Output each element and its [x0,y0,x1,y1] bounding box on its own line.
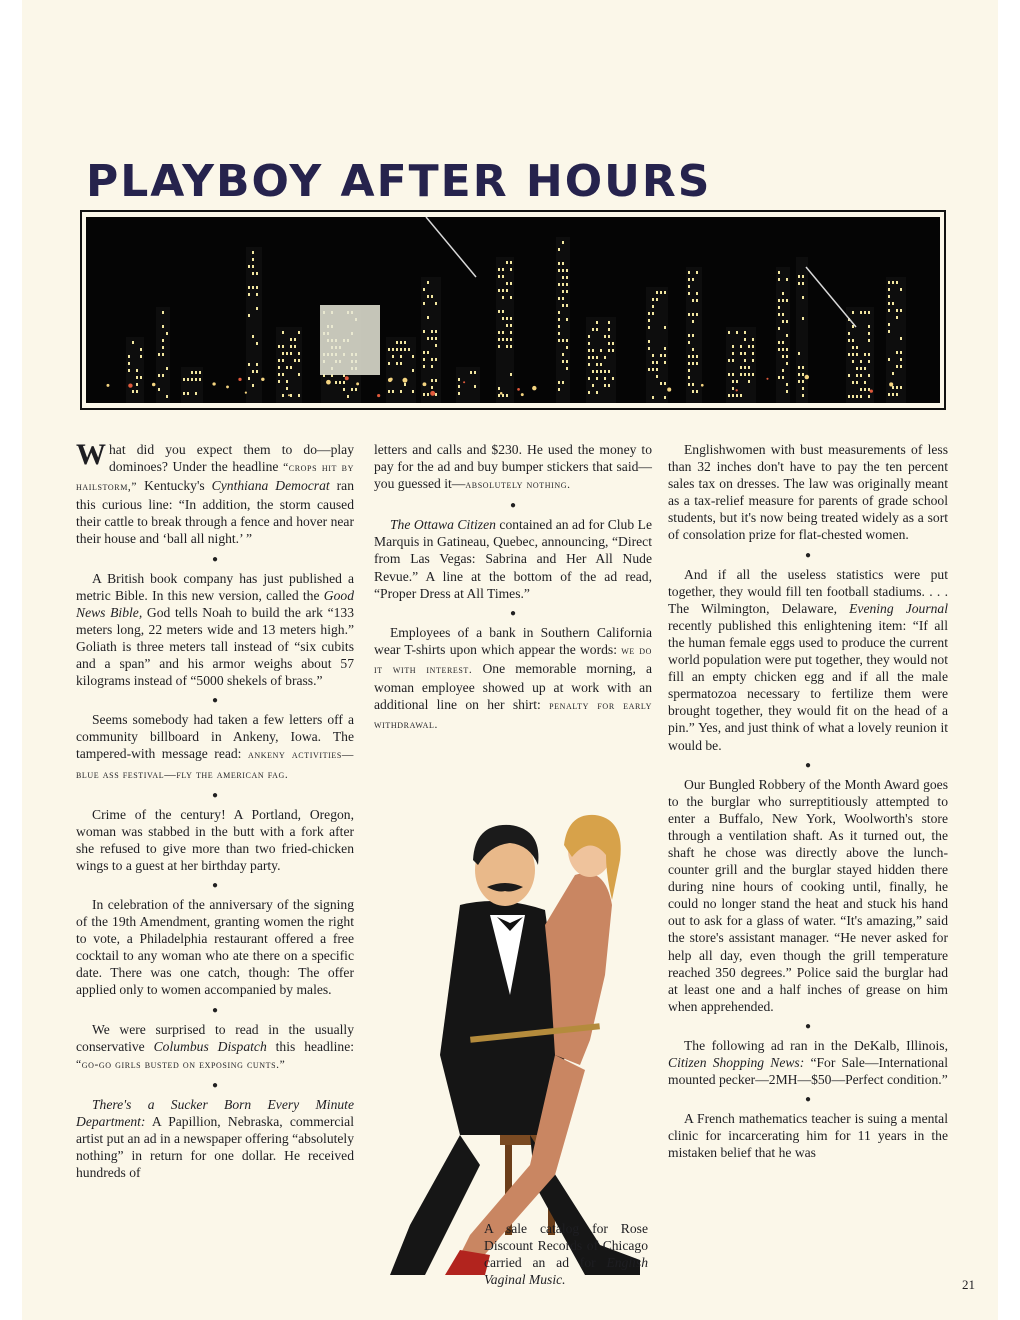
paragraph: Our Bungled Robbery of the Month Award goes to the burglar who surreptitiously attempted to enter a Buffalo, New York, Woolworth's store through a ventilation shaft. As it turned out, the shaft he chose was directly above the lunch-counter grill and the burglar stayed hidden there during nine hours of cooking until, finally, he could no longer stand the heat and stuck his hand out to ask for a glass of water. “It's amazing,” said the store's assistant manager. “He never asked for help all day, even though the grill temperature reached 350 degrees.” Police said the burglar had at least one and a half inches of grease on him when apprehended. [668,776,948,1014]
bullet-separator: ● [211,695,219,707]
publication-name: Cynthiana Democrat [211,478,330,494]
night-city-skyline-icon [86,217,940,403]
paragraph: The following ad ran in the DeKalb, Illinois, Citizen Shopping News: “For Sale—International mounted pecker—2MH—$50—Perfect condition.” [668,1037,948,1088]
bullet-separator: ● [804,1020,812,1032]
column-3 [668,441,948,1161]
publication-name: Evening Journal [849,600,948,616]
paragraph: A French mathematics teacher is suing a mental clinic for incarcerating him for 11 years in the mistaken belief that he was [668,1111,948,1161]
bullet-separator: ● [211,553,219,565]
publication-name: Citizen Shopping News: [668,1055,805,1070]
publication-name: The Ottawa Citizen [390,517,496,533]
paragraph: There's a Sucker Born Every Minute Department: A Papillion, Nebraska, commercial artist put an ad in a newspaper offering “absolutely nothing” in return for one dollar. He received hundreds of [76,1096,354,1181]
bullet-separator: ● [211,789,219,801]
publication-name: Columbus Dispatch [153,1038,267,1054]
bullet-separator: ● [211,1079,219,1091]
bullet-separator: ● [509,500,517,512]
tshirt-quote: we do it with interest. [374,644,652,676]
column-1 [76,438,355,1181]
department-name: There's a Sucker Born Every Minute Department: [76,1096,354,1129]
drop-cap: W [76,438,106,471]
bullet-separator: ● [804,549,812,561]
bullet-separator: ● [804,1094,812,1106]
cartoon-illustration-icon [350,805,670,1280]
paragraph [76,438,354,548]
paragraph: And if all the useless statistics were put together, they would fill ten football stadiums. . . . The Wilmington, Delaware, Evening Journal recently published this enlightening item: “If all the human female eggs used to produce the current world population were put together, they would not fill an empty chicken egg and if all the male spermatozoa necessary to fertilize them were brought together, they would fit on the head of a pin.” Yes, and just think of what a lovely reunion it would be. [668,566,948,753]
image-caption: A sale catalog for Rose Discount Records of Chicago carried an ad for English Vaginal Music. [484,1221,648,1288]
paragraph: letters and calls and $230. He used the money to pay for the ad and buy bumper stickers that said—you guessed it—absolutely nothing. [374,442,652,492]
paragraph: Seems somebody had taken a few letters off a community billboard in Ankeny, Iowa. The tampered-with message read: ankeny activities—blue ass festival—fly the american fag. [76,712,354,781]
paragraph: The Ottawa Citizen contained an ad for Club Le Marquis in Gatineau, Quebec, announcing, “Direct from Las Vegas: Sabrina and Her All Nude Revue.” A line at the bottom of the ad read, “Proper Dress at All Times.” [374,517,652,601]
page-title: PLAYBOY AFTER HOURS [86,156,712,207]
headline-quote: “go-go girls busted on exposing cunts.” [76,1058,286,1071]
paragraph: In celebration of the anniversary of the signing of the 19th Amendment, granting women the right to vote, a Philadelphia restaurant offered a free cocktail to any woman who ate there on a specific date. There was one catch, though: The offer applied only to women accompanied by males. [76,896,354,998]
page-number: 21 [962,1277,975,1292]
tshirt-quote: penalty for early withdrawal. [374,700,652,732]
headline-quote: “crops hit by hailstorm,” [76,462,354,494]
album-title: English Vaginal Music. [484,1255,648,1288]
bullet-separator: ● [509,607,517,619]
text: ran this curious line: “In addition, the storm caused their cattle to break through a fence and hover near their house and ‘ball all night.’ ” [76,478,354,547]
paragraph: We were surprised to read in the usually conservative Columbus Dispatch this headline: “go-go girls busted on exposing cunts.” [76,1021,355,1071]
paragraph: Englishwomen with bust measurements of less than 32 inches don't have to pay the ten percent sales tax on dresses. The law was originally meant as a tax-relief measure for parents of grade school students, but it's now being treated widely as a sort of consolation prize for flat-chested women. [668,442,948,543]
column-2 [374,441,652,734]
billboard-quote: ankeny activities—blue ass festival—fly the american fag. [76,749,354,781]
text: hat did you expect them to do—play dominoes? Under the headline [109,442,354,475]
paragraph: Crime of the century! A Portland, Oregon, woman was stabbed in the butt with a fork after she refused to give more than two fried-chicken wings to a guest at her birthday party. [76,806,354,873]
bullet-separator: ● [211,879,219,891]
publication-name: Good News Bible, [76,587,354,620]
paragraph: Employees of a bank in Southern California wear T-shirts upon which appear the words: we do it with interest. One memorable morning, a woman employee showed up at work with an additional line on her shirt: penalty for early withdrawal. [374,624,652,732]
text: Kentucky's [137,478,212,494]
bullet-separator: ● [211,1004,219,1016]
bumper-sticker-quote: absolutely nothing. [465,479,571,492]
paragraph: A British book company has just published a metric Bible. In this new version, called the Good News Bible, God tells Noah to build the ark “133 meters long, 22 meters wide and 13 meters high.” Goliath is three meters tall instead of “six cubits and a span” and his armor weighs about 57 kilograms instead of “5000 shekels of brass.” [76,570,354,689]
bullet-separator: ● [804,759,812,771]
